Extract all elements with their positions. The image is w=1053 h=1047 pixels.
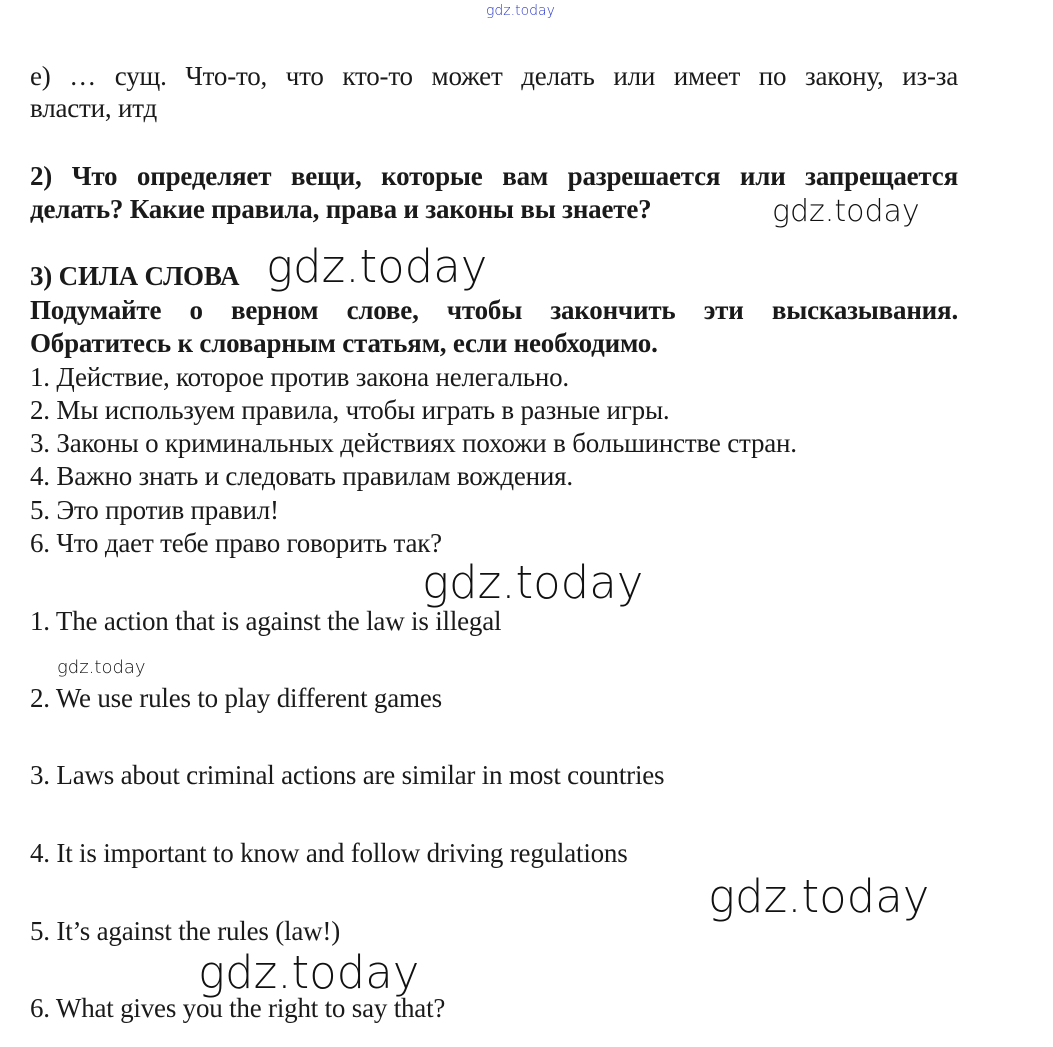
task2-question-line1: 2) Что определяет вещи, которые вам разрешается или запрещается xyxy=(30,161,958,191)
russian-sentence: 4. Важно знать и следовать правилам вождения. xyxy=(30,461,573,491)
english-answer: 3. Laws about criminal actions are similar in most countries xyxy=(30,760,665,790)
task3-instruction-line2: Обратитесь к словарным статьям, если необходимо. xyxy=(30,328,658,358)
task3-heading: 3) СИЛА СЛОВА xyxy=(30,261,240,291)
english-answer: 2. We use rules to play different games xyxy=(30,683,442,713)
watermark-top: gdz.today xyxy=(486,3,555,19)
english-answer: 5. It’s against the rules (law!) xyxy=(30,916,341,946)
watermark: gdz.today xyxy=(772,194,920,229)
watermark: gdz.today xyxy=(708,870,930,923)
watermark: gdz.today xyxy=(422,556,644,609)
english-answer: 6. What gives you the right to say that? xyxy=(30,993,446,1023)
definition-e-line2: власти, итд xyxy=(30,93,158,123)
definition-e-line1: e) … сущ. Что-то, что кто-то может делать или имеет по закону, из-за xyxy=(30,61,958,91)
watermark: gdz.today xyxy=(57,657,146,678)
english-answer: 1. The action that is against the law is illegal xyxy=(30,606,502,636)
watermark: gdz.today xyxy=(266,240,488,293)
russian-sentence: 6. Что дает тебе право говорить так? xyxy=(30,528,442,558)
russian-sentence: 3. Законы о криминальных действиях похожи в большинстве стран. xyxy=(30,428,797,458)
task2-question-line2: делать? Какие правила, права и законы вы знаете? xyxy=(30,194,652,224)
russian-sentence: 2. Мы используем правила, чтобы играть в разные игры. xyxy=(30,395,670,425)
task3-instruction-line1: Подумайте о верном слове, чтобы закончить эти высказывания. xyxy=(30,295,958,325)
english-answer: 4. It is important to know and follow driving regulations xyxy=(30,838,628,868)
russian-sentence: 1. Действие, которое против закона нелегально. xyxy=(30,362,569,392)
russian-sentence: 5. Это против правил! xyxy=(30,495,279,525)
watermark: gdz.today xyxy=(198,946,420,999)
